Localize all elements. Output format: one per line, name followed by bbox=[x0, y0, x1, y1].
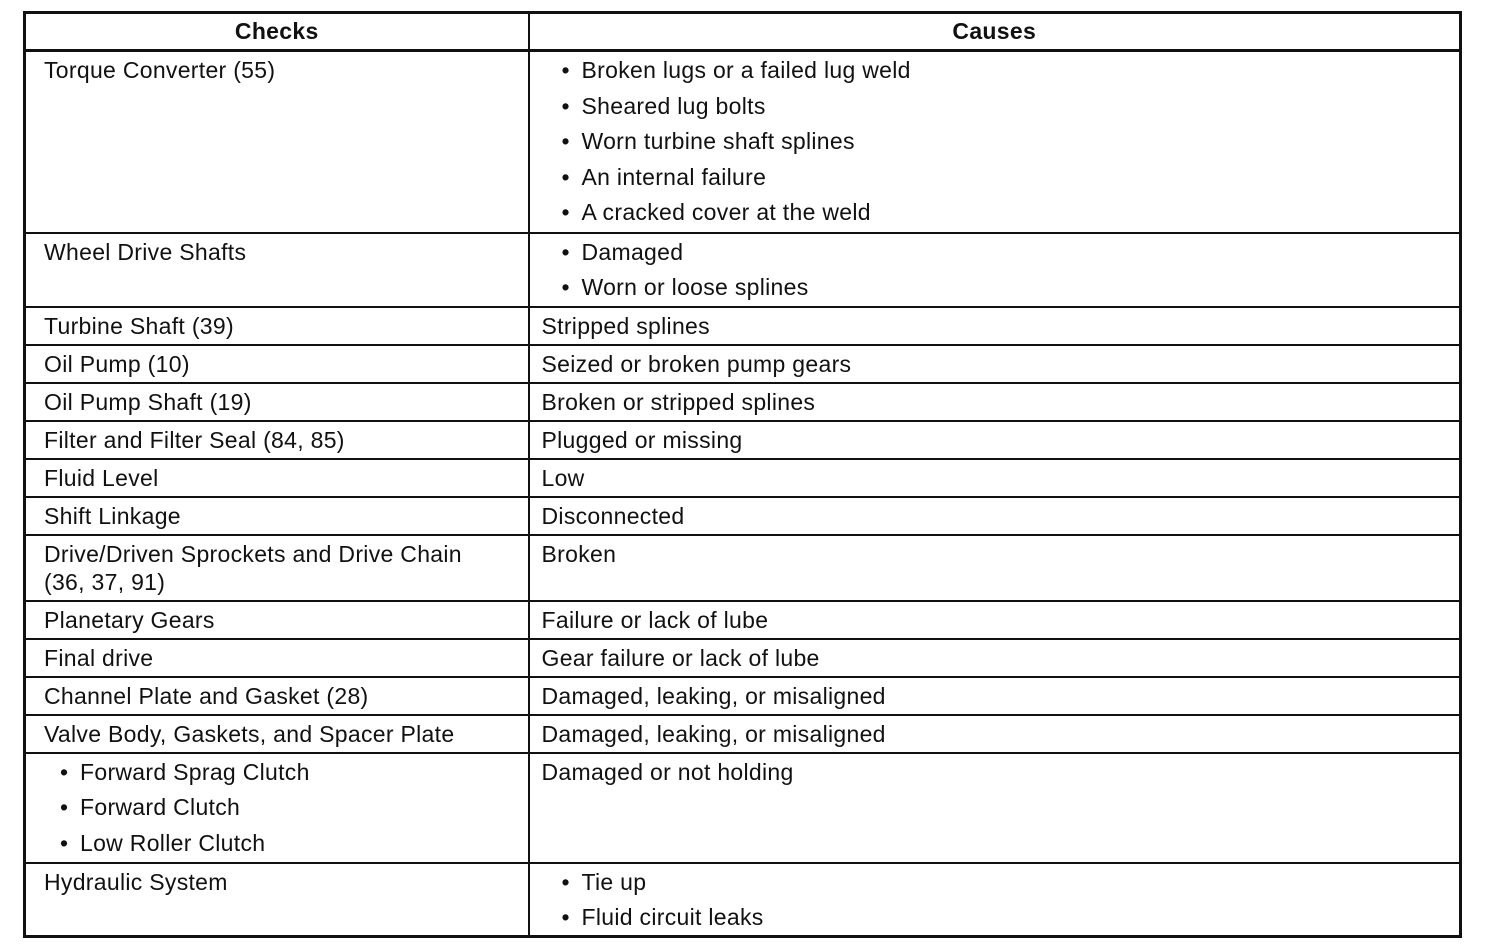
check-cell: Fluid Level bbox=[25, 459, 529, 497]
cause-cell: Plugged or missing bbox=[529, 421, 1461, 459]
cause-cell: Stripped splines bbox=[529, 307, 1461, 345]
cause-cell: Broken or stripped splines bbox=[529, 383, 1461, 421]
cause-cell: Disconnected bbox=[529, 497, 1461, 535]
list-item: • Damaged bbox=[552, 238, 1446, 266]
list-item: • Forward Clutch bbox=[50, 793, 514, 821]
causes-cell bbox=[529, 233, 1461, 307]
check-cell: Hydraulic System bbox=[25, 863, 529, 937]
check-cell: Planetary Gears bbox=[25, 601, 529, 639]
list-item: • Sheared lug bolts bbox=[552, 92, 1446, 120]
cause-cell: Broken bbox=[529, 535, 1461, 601]
cause-cell: Low bbox=[529, 459, 1461, 497]
check-cell: Oil Pump (10) bbox=[25, 345, 529, 383]
cause-cell: Damaged, leaking, or misaligned bbox=[529, 677, 1461, 715]
list-item: • Broken lugs or a failed lug weld bbox=[552, 56, 1446, 84]
list-item: • Low Roller Clutch bbox=[50, 829, 514, 857]
check-cell: Drive/Driven Sprockets and Drive Chain (36, 37, 91) bbox=[25, 535, 529, 601]
table-row bbox=[25, 51, 1461, 233]
cause-cell: Gear failure or lack of lube bbox=[529, 639, 1461, 677]
table-row bbox=[25, 863, 1461, 937]
causes-cell bbox=[529, 51, 1461, 233]
check-cell: Filter and Filter Seal (84, 85) bbox=[25, 421, 529, 459]
cause-cell: Failure or lack of lube bbox=[529, 601, 1461, 639]
table-row bbox=[25, 677, 1461, 715]
table-row bbox=[25, 421, 1461, 459]
table-row bbox=[25, 233, 1461, 307]
check-cell: Shift Linkage bbox=[25, 497, 529, 535]
check-cell: Wheel Drive Shafts bbox=[25, 233, 529, 307]
column-header-causes: Causes bbox=[529, 13, 1461, 51]
cause-cell: Seized or broken pump gears bbox=[529, 345, 1461, 383]
table-row bbox=[25, 715, 1461, 753]
causes-list bbox=[552, 56, 1446, 226]
causes-list bbox=[552, 868, 1446, 932]
table-row bbox=[25, 459, 1461, 497]
table-header-row bbox=[25, 13, 1461, 51]
table-row bbox=[25, 345, 1461, 383]
column-header-checks: Checks bbox=[25, 13, 529, 51]
list-item: • Tie up bbox=[552, 868, 1446, 896]
check-cell: Channel Plate and Gasket (28) bbox=[25, 677, 529, 715]
list-item: • Forward Sprag Clutch bbox=[50, 758, 514, 786]
check-cell: Valve Body, Gaskets, and Spacer Plate bbox=[25, 715, 529, 753]
table-row bbox=[25, 307, 1461, 345]
checks-list bbox=[50, 758, 514, 857]
check-cell: Oil Pump Shaft (19) bbox=[25, 383, 529, 421]
check-cell: Turbine Shaft (39) bbox=[25, 307, 529, 345]
list-item: • An internal failure bbox=[552, 163, 1446, 191]
list-item: • Worn turbine shaft splines bbox=[552, 127, 1446, 155]
table-row bbox=[25, 639, 1461, 677]
table-row bbox=[25, 535, 1461, 601]
table-row bbox=[25, 497, 1461, 535]
table-row bbox=[25, 601, 1461, 639]
causes-cell bbox=[529, 863, 1461, 937]
list-item: • Fluid circuit leaks bbox=[552, 903, 1446, 931]
checks-cell bbox=[25, 753, 529, 863]
cause-cell: Damaged or not holding bbox=[529, 753, 1461, 863]
check-cell: Torque Converter (55) bbox=[25, 51, 529, 233]
cause-cell: Damaged, leaking, or misaligned bbox=[529, 715, 1461, 753]
diagnosis-table bbox=[23, 11, 1462, 938]
list-item: • Worn or loose splines bbox=[552, 273, 1446, 301]
list-item: • A cracked cover at the weld bbox=[552, 198, 1446, 226]
table-row bbox=[25, 753, 1461, 863]
check-cell: Final drive bbox=[25, 639, 529, 677]
causes-list bbox=[552, 238, 1446, 302]
table-row bbox=[25, 383, 1461, 421]
